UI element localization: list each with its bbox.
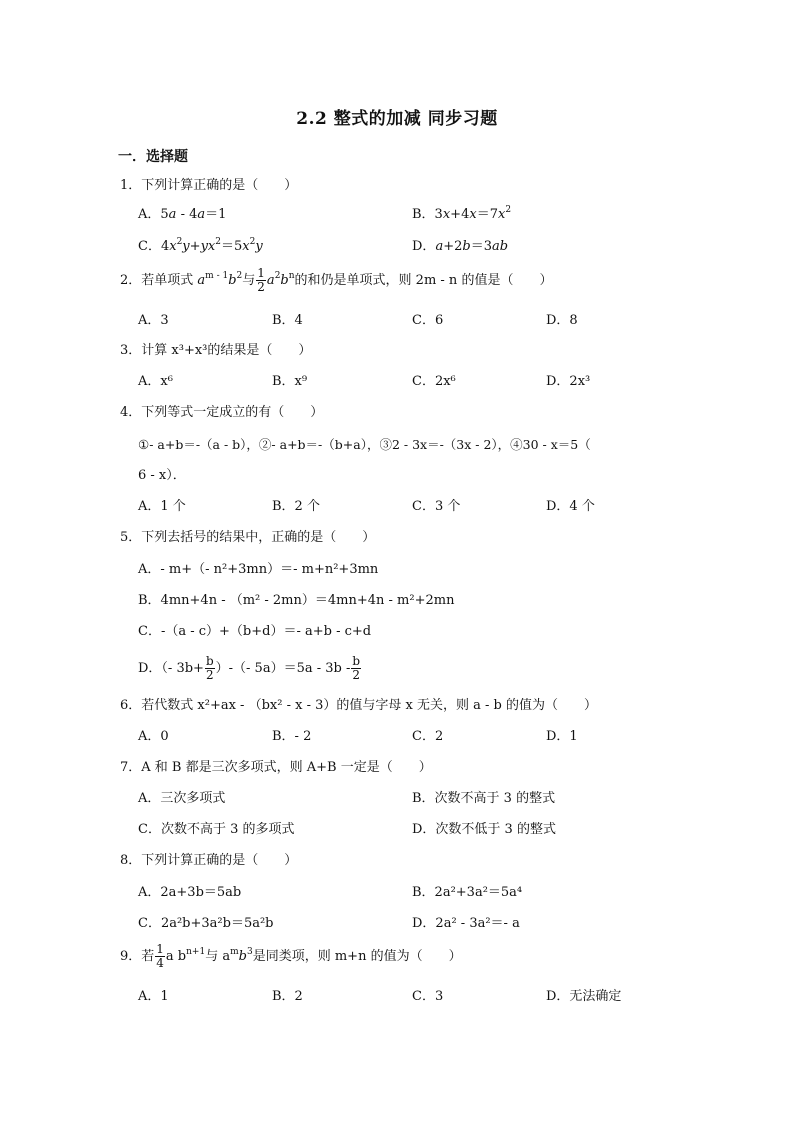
q4-option-b: B．2 个 bbox=[272, 499, 320, 514]
q6-option-d: D．1 bbox=[546, 729, 578, 744]
q8-option-a: A．2a+3b＝5ab bbox=[138, 885, 242, 900]
section-heading: 一．选择题 bbox=[118, 149, 188, 165]
q3-option-b: B．x⁹ bbox=[272, 374, 308, 389]
q1-option-b: B．$3x+4x=7x^2$ bbox=[412, 205, 512, 222]
q4-statements-line-2: 6 - x）． bbox=[138, 468, 186, 483]
q5-option-d: D．（- 3b+ $\frac{b}{2}$ ）-（- 5a）＝5a - 3b - $\frac{b}{2}$ bbox=[138, 654, 361, 682]
q9-option-d: D．无法确定 bbox=[546, 989, 622, 1004]
question-9-stem: 9．若 $\frac{1}{4}$ a $b^{n+1}$与 $a^mb^3$是同类项，则 m+n 的值为（ ） bbox=[120, 942, 462, 970]
question-8-stem: 8．下列计算正确的是（ ） bbox=[120, 853, 298, 868]
fraction-b-over-2-right: $\frac{b}{2}$ bbox=[352, 654, 361, 682]
question-4-stem: 4．下列等式一定成立的有（ ） bbox=[120, 405, 324, 420]
q4-option-a: A．1 个 bbox=[138, 499, 186, 514]
question-1-stem: 1．下列计算正确的是（ ） bbox=[120, 178, 298, 193]
q5-option-c: C．-（a - c）+（b+d）＝- a+b - c+d bbox=[138, 624, 372, 639]
q2-option-c: C．6 bbox=[412, 313, 444, 328]
q3-option-c: C．2x⁶ bbox=[412, 374, 456, 389]
fraction-one-quarter: $\frac{1}{4}$ bbox=[156, 942, 164, 970]
q7-option-c: C．次数不高于 3 的多项式 bbox=[138, 822, 295, 837]
q1-option-a: A．5a - 4a＝1 bbox=[138, 207, 227, 222]
fraction-one-half: $\frac{1}{2}$ bbox=[257, 266, 265, 294]
fraction-b-over-2: $\frac{b}{2}$ bbox=[205, 654, 214, 682]
question-7-stem: 7．A 和 B 都是三次多项式，则 A+B 一定是（ ） bbox=[120, 760, 432, 775]
q7-option-d: D．次数不低于 3 的整式 bbox=[412, 822, 556, 837]
question-5-stem: 5．下列去括号的结果中，正确的是（ ） bbox=[120, 530, 376, 545]
q3-option-a: A．x⁶ bbox=[138, 374, 173, 389]
question-3-stem: 3．计算 x³+x³的结果是（ ） bbox=[120, 343, 312, 358]
q4-option-d: D．4 个 bbox=[546, 499, 595, 514]
question-2-stem: 2．若单项式 $a^{m - 1}b^2$与 $\frac{1}{2}$ $a^2b^n$的和仍是单项式，则 2m - n 的值是（ ） bbox=[120, 266, 553, 294]
q9-option-c: C．3 bbox=[412, 989, 444, 1004]
q8-option-c: C．2a²b+3a²b＝5a²b bbox=[138, 916, 274, 931]
q9-option-a: A．1 bbox=[138, 989, 169, 1004]
q4-statements-line-1: ①- a+b＝-（a - b），②- a+b＝-（b+a），③2 - 3x＝-（3x - 2），④30 - x＝5（ bbox=[138, 437, 591, 452]
q7-option-b: B．次数不高于 3 的整式 bbox=[412, 791, 556, 806]
q6-option-a: A．0 bbox=[138, 729, 169, 744]
q7-option-a: A．三次多项式 bbox=[138, 791, 226, 806]
q5-option-a: A．- m+（- n²+3mn）＝- m+n²+3mn bbox=[138, 562, 379, 577]
q4-option-c: C．3 个 bbox=[412, 499, 461, 514]
q1-option-c: C．$4x^2y+yx^2=5x^2y$ bbox=[138, 237, 263, 254]
q8-option-b: B．2a²+3a²＝5a⁴ bbox=[412, 885, 523, 900]
q8-option-d: D．2a² - 3a²＝- a bbox=[412, 916, 520, 931]
q5-option-b: B．4mn+4n - （m² - 2mn）＝4mn+4n - m²+2mn bbox=[138, 593, 455, 608]
q3-option-d: D．2x³ bbox=[546, 374, 591, 389]
q6-option-c: C．2 bbox=[412, 729, 444, 744]
question-6-stem: 6．若代数式 x²+ax - （bx² - x - 3）的值与字母 x 无关，则 a - b 的值为（ ） bbox=[120, 698, 597, 713]
q2-option-b: B．4 bbox=[272, 313, 303, 328]
q2-option-a: A．3 bbox=[138, 313, 169, 328]
q1-option-d: D．a+2b＝3ab bbox=[412, 239, 509, 254]
q2-option-d: D．8 bbox=[546, 313, 578, 328]
q9-option-b: B．2 bbox=[272, 989, 303, 1004]
page-title: 2.2 整式的加减 同步习题 bbox=[296, 109, 498, 129]
q6-option-b: B．- 2 bbox=[272, 729, 312, 744]
